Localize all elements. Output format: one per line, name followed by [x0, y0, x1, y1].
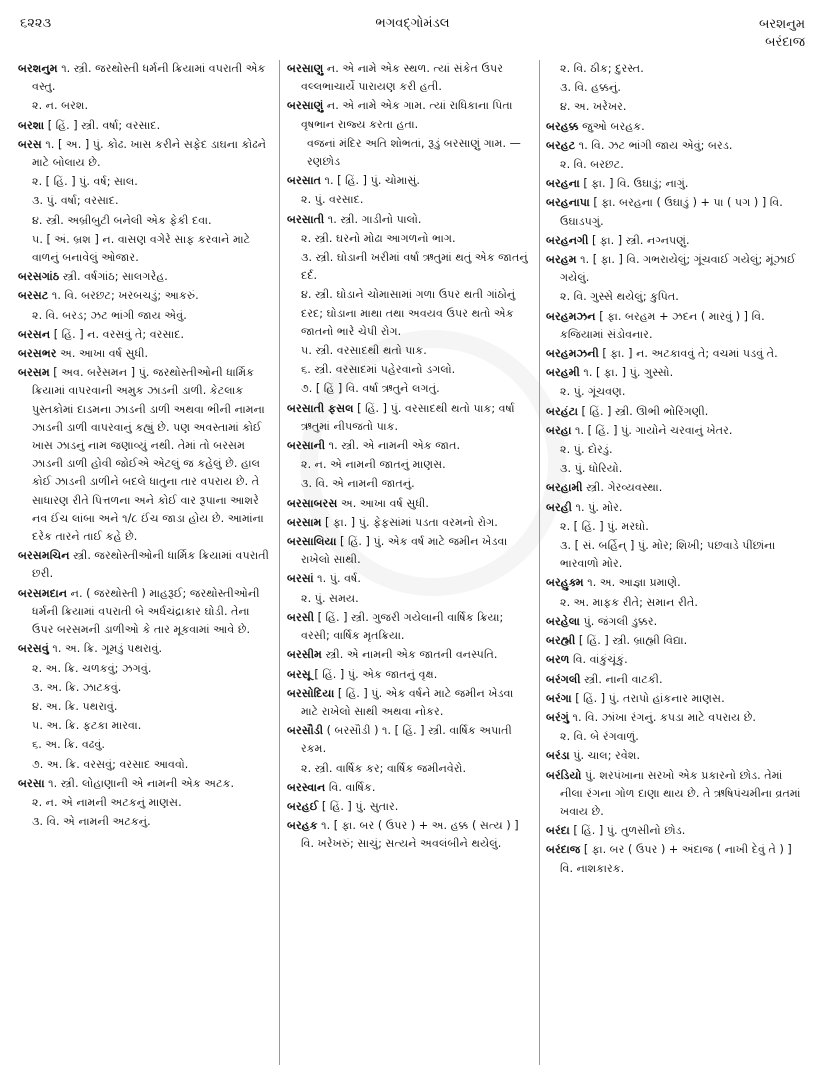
entry-sense	[287, 342, 533, 360]
dictionary-entry	[287, 172, 533, 190]
dictionary-entry	[18, 775, 270, 793]
guide-words	[759, 16, 805, 52]
definition-text: ૪. સ્ત્રી. અબ્રીબુટી બનેલી એક ફેકી દવા.	[32, 213, 212, 227]
definition-text: ૧. [ ફા. ] વિ. ગભરાયેલું; ગૂંચવાઈ ગયેલું; મૂંઝાઈ ગયેલું.	[560, 253, 796, 285]
dictionary-entry	[546, 632, 808, 650]
definition-text: ૨. સ્ત્રી. વાર્ષિક કર; વાર્ષિક જમીનવેરો.	[301, 761, 467, 775]
entry-sense	[546, 156, 808, 174]
headword: બરસાની	[287, 439, 326, 453]
guide-word-first: બરશનુમ	[758, 17, 805, 32]
entry-sense	[18, 307, 270, 325]
entry-sense	[18, 212, 270, 230]
definition-text: ૨. [ હિં. ] પું. વર્ષ; સાલ.	[32, 175, 138, 189]
definition-text: અ. આખા વર્ષ સુધી.	[56, 347, 149, 361]
headword: બરહી	[546, 500, 572, 514]
column-3	[546, 60, 808, 879]
definition-text: ૧. વિ. ઝટ ભાંગી જાય એવું; બરડ.	[575, 138, 733, 152]
headword: બરસભર	[18, 347, 57, 361]
definition-text: ૬. અ. ક્રિ. વઢવું.	[32, 738, 105, 752]
dictionary-entry	[18, 136, 270, 172]
headword: બરસાતી ફસલ	[287, 401, 354, 415]
headword: બરસાત	[287, 174, 321, 188]
headword: બરહમઝની	[546, 347, 599, 361]
dictionary-entry	[287, 437, 533, 455]
definition-text: [ ફા. બરહના ( ઉઘાડું ) + પા ( પગ ) ] વિ. ઉઘાડપગું.	[560, 196, 783, 228]
dictionary-entry	[18, 326, 270, 344]
definition-text: ૨. પું. વરસાદ.	[301, 193, 364, 207]
dictionary-entry	[546, 251, 808, 287]
dictionary-entry	[546, 499, 808, 517]
definition-text: ૩. અ. ક્રિ. ઝાટકવું.	[32, 680, 122, 694]
entry-sense	[546, 460, 808, 478]
definition-text: ૧. પું. મોર.	[571, 500, 623, 514]
guide-word-last: બરંદાજ	[765, 35, 805, 50]
definition-text: [ હિં. ] સ્ત્રી. ગુજરી ગયેલાની વાર્ષિક ક્રિયા; વરસી; વાર્ષિક મૃતક્રિયા.	[301, 610, 504, 643]
dictionary-entry	[287, 60, 533, 96]
headword: બરંદા	[546, 824, 570, 838]
dictionary-entry	[546, 767, 808, 822]
definition-text: સ્ત્રી. ગેરવ્યવસ્થા.	[582, 481, 663, 495]
definition-text: ૨. સ્ત્રી. ઘરનો મોઢા આગળનો ભાગ.	[301, 231, 456, 245]
definition-text: સ્ત્રી. નાની વાટકી.	[580, 672, 663, 686]
definition-text: ૧. સ્ત્રી. એ નામની એક જાત.	[325, 439, 461, 453]
dictionary-entry	[287, 533, 533, 569]
entry-sense	[546, 441, 808, 459]
headword: બરહ્મી	[546, 634, 576, 648]
dictionary-entry	[287, 97, 533, 133]
definition-text: ૩. [ સં. બર્હિન્ ] પું. મોર; શિખી; પછવાડે પીંછાંના ભારવાળો મોર.	[560, 539, 776, 571]
definition-text: ૨. પું. ગૂંચવણ.	[560, 385, 626, 399]
headword: બરહક	[287, 819, 318, 833]
definition-text: ૧. સ્ત્રી. લોહાણાની એ નામની એક અટક.	[44, 776, 235, 790]
headword: બરસાબરસ	[287, 496, 338, 510]
headword: બરંદાજ	[546, 843, 581, 857]
definition-text: ૫. [ અં. બ્રશ ] ન. વાસણ વગેરે સાફ કરવાને માટે વાળનું બનાવેલું ઓજાર.	[32, 232, 251, 265]
entry-sense	[287, 286, 533, 341]
headword: બરહામી	[546, 481, 583, 495]
entry-sense	[287, 191, 533, 209]
dictionary-entry	[287, 646, 533, 664]
definition-text: ૪. સ્ત્રી. ઘોડાને ચોમાસામાં ગળા ઉપર થતી ગાંઠોનું દરદ; ઘોડાના માથા તથા અવયવ ઉપર થતો એક જાતનો ભારે ચેપી રોગ.	[301, 288, 516, 338]
definition-text: ૫. અ. ક્રિ. ફટકા મારવા.	[32, 719, 142, 733]
entry-quotation	[287, 135, 533, 171]
headword: બરસન	[18, 327, 51, 341]
entry-sense	[546, 537, 808, 573]
headword: બરંગા	[546, 691, 572, 705]
definition-text: ૩. વિ. એ નામની અટકનું.	[32, 815, 151, 829]
dictionary-entry	[546, 308, 808, 344]
definition-text: ૫. સ્ત્રી. વરસાદથી થતો પાક.	[301, 344, 427, 358]
headword: બરહઈ	[287, 799, 319, 813]
headword: બરસાણુ	[287, 62, 324, 75]
definition-text: [ ફા. ] પું. ફેફસાંમાં પડતા વરમનો રોગ.	[321, 515, 498, 529]
definition-text: ૨. વિ. બે રંગવાળું.	[560, 730, 639, 744]
definition-text: ૭. [ હિં ] વિ. વર્ષા ઋતુને લગતું.	[301, 382, 440, 396]
entry-sense	[546, 98, 808, 116]
dictionary-entry	[546, 671, 808, 689]
dictionary-entry	[287, 570, 533, 588]
entry-sense	[18, 794, 270, 812]
dictionary-entry	[18, 287, 270, 305]
entry-sense	[18, 736, 270, 754]
headword: બરસમચિન	[18, 549, 70, 563]
definition-text: ૨. વિ. બરછટ.	[560, 158, 624, 172]
definition-text: ( બરસૌડી ) ૧. [ હિં. ] સ્ત્રી. વાર્ષિક અપાતી રકમ.	[301, 724, 512, 756]
headword: બરસૂ	[287, 667, 311, 681]
dictionary-entry	[546, 574, 808, 592]
dictionary-entry	[18, 364, 270, 546]
entry-sense	[546, 60, 808, 78]
definition-text: ૨. ન. એ નામની અટકનું માણસ.	[32, 795, 182, 809]
entry-sense	[287, 590, 533, 608]
dictionary-entry	[546, 403, 808, 421]
entry-sense	[546, 518, 808, 536]
dictionary-entry	[546, 479, 808, 497]
headword: બરસાતી	[287, 212, 325, 226]
entry-sense	[18, 660, 270, 678]
headword: બરશનુમ	[18, 62, 58, 75]
headword: બરંડિયો	[546, 768, 582, 782]
headword: બરસાલિયા	[287, 535, 337, 549]
dictionary-entry	[18, 585, 270, 640]
headword: બરસામ	[287, 515, 322, 529]
entry-sense	[18, 173, 270, 191]
page-title: ભગવદ્ગોમંડલ	[375, 16, 450, 31]
dictionary-entry	[287, 798, 533, 816]
definition-text: [ ફા. ] સ્ત્રી. નગ્નપણું.	[588, 233, 690, 247]
definition-text: [ હિં. ] પું. એક જાતનું વૃક્ષ.	[310, 667, 438, 681]
definition-text: ૩. પું. વર્ષા; વરસાદ.	[32, 194, 119, 208]
dictionary-entry	[287, 817, 533, 853]
definition-text: સ્ત્રી. વર્ષગાંઠ; સાલગરેહ.	[59, 270, 168, 284]
headword: બરસા	[18, 776, 45, 790]
headword: બરંગું	[546, 710, 569, 724]
entry-sense	[18, 679, 270, 697]
definition-text: વિ. વાર્ષિક.	[325, 780, 376, 794]
headword: બરહા	[546, 423, 572, 437]
headword: બરસી	[287, 610, 315, 624]
column-divider	[539, 60, 540, 1065]
definition-text: [ હિં. ] પું. એક વર્ષ માટે જમીન ખેડવા રાખેલો સાથી.	[301, 535, 508, 567]
dictionary-entry	[546, 822, 808, 840]
entry-sense	[287, 475, 533, 493]
dictionary-entry	[546, 175, 808, 193]
dictionary-entry	[546, 690, 808, 708]
dictionary-entry	[546, 364, 808, 382]
definition-text: ૧. વિ. બરછટ; ખરબચડું; આકરું.	[48, 289, 199, 303]
definition-text: ૩. પું. ધોરિયો.	[560, 462, 623, 476]
dictionary-entry	[287, 400, 533, 436]
headword: બરસમદાન	[18, 586, 68, 600]
headword: બરંગલી	[546, 672, 581, 686]
definition-text: ૨. અ. ક્રિ. ચળકવું; ઝગવું.	[32, 661, 152, 675]
definition-text: ૩. સ્ત્રી. ઘોડાની ખરીમાં વર્ષા ઋતુમાં થતું એક જાતનું દર્દ.	[301, 251, 528, 283]
definition-text: પું. શરપંખાના સરખો એક પ્રકારનો છોડ. તેમાં નીલા રંગના ગોળ દાણા થાય છે. તે ઋષિપંચમીના વ્રતમાં ખવાય છે.	[560, 768, 801, 818]
dictionary-entry	[18, 640, 270, 658]
entry-sense	[18, 813, 270, 831]
headword: બરહનગી	[546, 233, 589, 247]
headword: બરળ	[546, 653, 570, 667]
definition-text: [ ફા. બર ( ઉપર ) + અંદાજ ( નાખી દેવું તે ) ] વિ. નાશકારક.	[560, 843, 792, 875]
definition-text: [ હિં. ] પું. વરસાદથી થતો પાક; વર્ષા ઋતુમાં નીપજતો પાક.	[301, 401, 515, 433]
headword: બરસીમ	[287, 648, 322, 662]
dictionary-entry	[287, 685, 533, 721]
definition-text: પું. ચાલ; રવેશ.	[569, 749, 640, 763]
definition-text: [ ફા. ] ન. અટકાવવું તે; વચમાં પડવું તે.	[598, 347, 778, 361]
definition-text: ૧. [ હિં. ] પું. ગાયોને ચરવાનું ખેતર.	[571, 423, 733, 437]
headword: બરહમ	[546, 253, 577, 267]
headword: બરશા	[18, 118, 45, 132]
dictionary-entry	[287, 514, 533, 532]
entry-sense	[546, 288, 808, 306]
definition-text: [ અવ. બરેસમન ] પું. જરથોસ્તીઓની ધાર્મિક ક્રિયામાં વાપરવાની અમુક ઝાડની ડાળી. કેટલાક પુસ્તકોમાં દાડમના ઝાડની ડાળી અથવા ભીની નામના ઝાડની ડાળી વાપરવાનું કહ્યું છે. પણ અવસ્તામાં કોઈ ખાસ ઝાડનું નામ જણાવ્યું નથી. તેમાં તો બરસમ ઝાડની ડાળી હોવી જોઈએ એટલું જ કહેલું છે. હાલ કોઈ ઝાડની ડાળીને બદલે ધાતુના તાર વપરાય છે. તે સાધારણ રીતે પિત્તળના અને કોઈ વાર રૂપાના આશરે નવ ઈંચ લાંબા અને ૧/૮ ઈંચ જાડા હોય છે. આમાંના દરેક તારને તાઈ કહે છે.	[32, 366, 265, 544]
headword: બરસ	[18, 137, 42, 151]
dictionary-entry	[546, 709, 808, 727]
definition-text: ૬. સ્ત્રી. વરસાદમાં પહેરવાનો ડગલો.	[301, 363, 456, 377]
entry-sense	[18, 756, 270, 774]
definition-text: ૪. અ. ખરેખર.	[560, 100, 627, 114]
headword: બરસોદિયા	[287, 686, 335, 700]
dictionary-entry	[287, 779, 533, 797]
entry-sense	[287, 249, 533, 285]
definition-text: [ હિં. ] પું. એક વર્ષને માટે જમીન ખેડવા માટે રાખેલો સાથી અથવા નોકર.	[301, 686, 514, 718]
dictionary-entry	[546, 118, 808, 136]
definition-text: ૨. [ હિં. ] પું. મરઘો.	[560, 519, 649, 533]
column-1	[18, 60, 270, 832]
entry-sense	[546, 728, 808, 746]
definition-text: ૧. [ ફા. બર ( ઉપર ) + અ. હક્ક ( સત્ય ) ] વિ. ખરેખરું; સાચું; સત્યને અવલંબીને થયેલું.	[301, 819, 519, 851]
definition-text: ૧. સ્ત્રી. ગાડીનો પાલો.	[324, 212, 422, 226]
definition-text: ૭. અ. ક્રિ. વરસવું; વરસાદ આવવો.	[32, 757, 189, 771]
entry-sense	[18, 231, 270, 267]
definition-text: ન. એ નામે એક ગામ. ત્યાં રાધિકાના પિતા વૃષભાન રાજ્ય કરતા હતા.	[301, 99, 513, 131]
entry-sense	[546, 594, 808, 612]
headword: બરહના	[546, 177, 580, 191]
definition-text: ૧. [ ફા. ] પું. ગુસ્સો.	[579, 366, 674, 380]
entry-sense	[287, 230, 533, 248]
definition-text: ૨. વિ. ઠીક; દુરસ્ત.	[560, 62, 644, 75]
headword: બરહમી	[546, 366, 580, 380]
definition-text: ૪. અ. ક્રિ. પથરાવું.	[32, 699, 118, 713]
definition-text: ૨. વિ. ગુસ્સે થયેલું; કુપિત.	[560, 290, 679, 304]
headword: બરહનાપા	[546, 196, 590, 210]
dictionary-entry	[287, 211, 533, 229]
entry-sense	[287, 760, 533, 778]
definition-text: ૧. [ અ. ] પું. કોઢ. ખાસ કરીને સફેદ ડાઘના કોઢને માટે બોલાય છે.	[32, 137, 267, 170]
dictionary-entry	[18, 117, 270, 135]
definition-text: [ હિં. ] પું. તરાપો હાંકનાર માણસ.	[571, 691, 725, 705]
headword: બરહંટા	[546, 404, 578, 418]
dictionary-entry	[18, 268, 270, 286]
entry-sense	[18, 717, 270, 735]
definition-text: પું. જંગલી ડુક્કર.	[579, 614, 658, 628]
definition-text: ૨. વિ. બરડ; ઝટ ભાંગી જાય એવું.	[32, 308, 187, 322]
headword: બરસવું	[18, 642, 49, 656]
definition-text: [ હિં. ] પું. સુતાર.	[318, 799, 399, 813]
dictionary-entry	[546, 345, 808, 363]
headword: બરસાં	[287, 572, 314, 586]
definition-text: ૨. ન. એ નામની જાતનું માણસ.	[301, 458, 446, 472]
entry-sense	[18, 97, 270, 115]
headword: બરસૌડી	[287, 724, 324, 738]
entry-sense	[546, 79, 808, 97]
headword: બરસગાંઠ	[18, 270, 60, 284]
headword: બરંડા	[546, 749, 570, 763]
definition-text: અ. આખા વર્ષ સુધી.	[337, 496, 429, 510]
definition-text: ૧. અ. આજ્ઞા પ્રમાણે.	[583, 576, 681, 590]
page-number: ૬૨૨૩	[20, 16, 52, 31]
definition-text: ન. ( જરથોસ્તી ) માહરૂઈ; જરથોસ્તીઓની ધર્મની ક્રિયામાં વપરાતી બે અર્ધચંદ્રાકાર ઘોડી. તેના ઉપર બરસમની ડાળીઓ કે તાર મૂકવામાં આવે છે.	[32, 586, 260, 637]
dictionary-entry	[546, 613, 808, 631]
definition-text: [ હિં. ] ન. વરસવું તે; વરસાદ.	[50, 327, 185, 341]
definition-text: ૧. અ. ક્રિ. ગૂમડું પથરાવું.	[48, 642, 163, 656]
definition-text: સ્ત્રી. જરથોસ્તીઓની ધાર્મિક ક્રિયામાં વપરાતી છરી.	[32, 549, 269, 581]
dictionary-entry	[287, 495, 533, 513]
column-divider	[279, 60, 280, 1065]
dictionary-entry	[18, 60, 270, 96]
headword: બરસમ	[18, 366, 50, 380]
dictionary-entry	[546, 137, 808, 155]
dictionary-entry	[287, 722, 533, 758]
definition-text: ૧. [ હિં. ] પું. ચોમાસું.	[321, 174, 420, 188]
headword: બરહેલા	[546, 614, 580, 628]
definition-text: [ હિં. ] સ્ત્રી. બ્રાહ્મી વિદ્યા.	[575, 634, 688, 648]
definition-text: [ ફા. ] વિ. ઉઘાડું; નાગું.	[579, 177, 689, 191]
dictionary-entry	[18, 345, 270, 363]
headword: બરહટ	[546, 138, 576, 152]
definition-text: [ હિં. ] પું. તુળસીનો છોડ.	[569, 824, 686, 838]
dictionary-entry	[546, 194, 808, 230]
definition-text: ૧. સ્ત્રી. જરથોસ્તી ધર્મની ક્રિયામાં વપરાતી એક વસ્તુ.	[32, 62, 266, 94]
dictionary-entry	[546, 747, 808, 765]
definition-text: ૨. પું. દોરડું.	[560, 443, 613, 457]
headword: બરહક્ક	[546, 119, 579, 133]
definition-text: ૧. વિ. ઝાંખા રંગનું. કપડા માટે વપરાય છે.	[568, 710, 756, 724]
dictionary-entry	[287, 666, 533, 684]
headword: બરહમઝન	[546, 309, 596, 323]
entry-sense	[287, 361, 533, 379]
definition-text: ૨. પું. સમય.	[301, 591, 359, 605]
dictionary-entry	[546, 841, 808, 877]
dictionary-entry	[18, 547, 270, 583]
definition-text: ૩. વિ. એ નામની જાતનું.	[301, 477, 415, 491]
dictionary-entry	[546, 422, 808, 440]
definition-text: વજનાં મંદિર અતિ શોભતાં, રૂડું બરસાણું ગામ. — રણછોડ	[307, 136, 521, 169]
entry-sense	[18, 698, 270, 716]
entry-sense	[18, 192, 270, 210]
definition-text: [ હિં. ] સ્ત્રી. વર્ષા; વરસાદ.	[44, 118, 161, 132]
entry-sense	[546, 383, 808, 401]
definition-text: ૩. વિ. હક્કનું.	[560, 81, 621, 95]
definition-text: [ ફા. બરહમ + ઝદન ( મારવું ) ] વિ. કજિયામાં સંડોવનાર.	[560, 309, 765, 341]
headword: બરસટ	[18, 289, 49, 303]
dictionary-entry	[546, 651, 808, 669]
entry-sense	[287, 380, 533, 398]
column-2	[287, 60, 533, 855]
definition-text: જુઓ બરહક.	[578, 119, 645, 133]
headword: બરસાણું	[287, 99, 324, 113]
definition-text: ૨. ન. બરશ.	[32, 99, 89, 113]
dictionary-entry	[546, 232, 808, 250]
definition-text: વિ. વાંકુંચૂંકું.	[569, 653, 628, 667]
entry-sense	[287, 456, 533, 474]
headword: બરસ્વાન	[287, 780, 326, 794]
definition-text: ૨. અ. માફક રીતે; સમાન રીતે.	[560, 595, 698, 609]
definition-text: ન. એ નામે એક સ્થળ. ત્યાં સંકેત ઉપર વલ્લભાચાર્યે પારાયણ કરી હતી.	[301, 62, 504, 94]
page-header	[0, 10, 825, 50]
headword: બરહુક્મ	[546, 576, 584, 590]
definition-text: ૧. પું. વર્ષ.	[313, 572, 361, 586]
definition-text: સ્ત્રી. એ નામની એક જાતની વનસ્પતિ.	[321, 648, 498, 662]
dictionary-entry	[287, 609, 533, 645]
definition-text: [ હિં. ] સ્ત્રી. ઊભી ભોરિંગણી.	[577, 404, 709, 418]
